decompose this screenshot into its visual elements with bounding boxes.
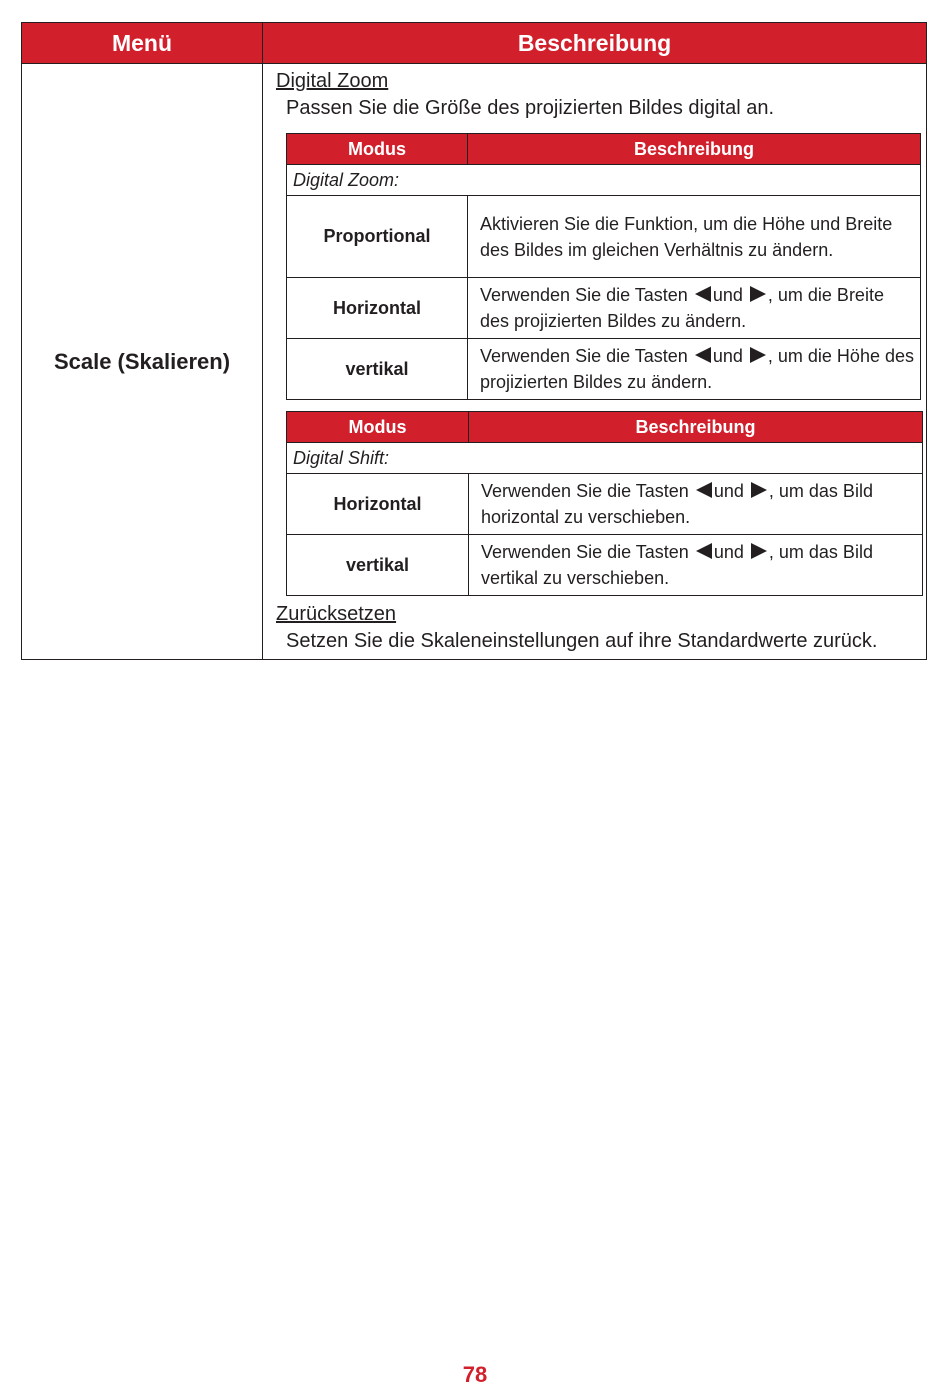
left-triangle-icon <box>696 482 712 498</box>
menu-item-scale: Scale (Skalieren) <box>53 348 231 374</box>
shift-mode-vertical: vertikal <box>287 535 469 596</box>
text-part: , um das Bild vertikal zu verschieben. <box>481 542 873 588</box>
mode-vertical: vertikal <box>287 339 468 400</box>
description-cell <box>263 64 926 659</box>
mode-horizontal: Horizontal <box>287 278 468 339</box>
shift-vertical-description <box>469 535 923 596</box>
and-text: und <box>713 542 744 562</box>
right-triangle-icon <box>750 347 766 363</box>
shift-horizontal-description <box>469 474 923 535</box>
left-triangle-icon <box>695 286 711 302</box>
text-part: , um die Höhe des projizierten Bildes zu ändern. <box>480 346 914 392</box>
reset-title: Zurücksetzen <box>276 603 397 625</box>
right-triangle-icon <box>750 286 766 302</box>
zoom-category: Digital Zoom: <box>287 165 921 196</box>
mode-proportional: Proportional <box>287 196 468 278</box>
text-part: , um die Breite des projizierten Bildes zu ändern. <box>480 285 884 331</box>
digital-zoom-text: Passen Sie die Größe des projizierten Bildes digital an. <box>286 97 775 119</box>
proportional-description: Aktivieren Sie die Funktion, um die Höhe und Breite des Bildes im gleichen Verhältnis zu ändern. <box>468 196 921 278</box>
zoom-header-description: Beschreibung <box>468 134 921 165</box>
shift-header-mode: Modus <box>287 412 469 443</box>
text-part: Verwenden Sie die Tasten <box>480 346 688 366</box>
right-triangle-icon <box>751 543 767 559</box>
digital-zoom-title: Digital Zoom <box>276 70 389 92</box>
zoom-horizontal-description <box>468 278 921 339</box>
right-triangle-icon <box>751 482 767 498</box>
menu-table <box>21 22 927 660</box>
and-text: und <box>713 481 744 501</box>
text-part: Verwenden Sie die Tasten <box>481 542 689 562</box>
zoom-vertical-description <box>468 339 921 400</box>
text-part: Verwenden Sie die Tasten <box>481 481 689 501</box>
header-menu: Menü <box>111 30 173 56</box>
text-part: , um das Bild horizontal zu verschieben. <box>481 481 873 527</box>
shift-mode-horizontal: Horizontal <box>287 474 469 535</box>
page-number: 78 <box>462 1362 488 1387</box>
table-header <box>22 23 926 64</box>
and-text: und <box>712 346 743 366</box>
digital-zoom-table <box>286 133 921 400</box>
left-triangle-icon <box>696 543 712 559</box>
shift-header-description: Beschreibung <box>469 412 923 443</box>
text-part: Verwenden Sie die Tasten <box>480 285 688 305</box>
reset-text: Setzen Sie die Skaleneinstellungen auf ihre Standardwerte zurück. <box>286 630 878 652</box>
shift-category: Digital Shift: <box>287 443 923 474</box>
left-triangle-icon <box>695 347 711 363</box>
header-description: Beschreibung <box>517 30 672 56</box>
and-text: und <box>712 285 743 305</box>
zoom-header-mode: Modus <box>287 134 468 165</box>
digital-shift-table <box>286 411 923 596</box>
